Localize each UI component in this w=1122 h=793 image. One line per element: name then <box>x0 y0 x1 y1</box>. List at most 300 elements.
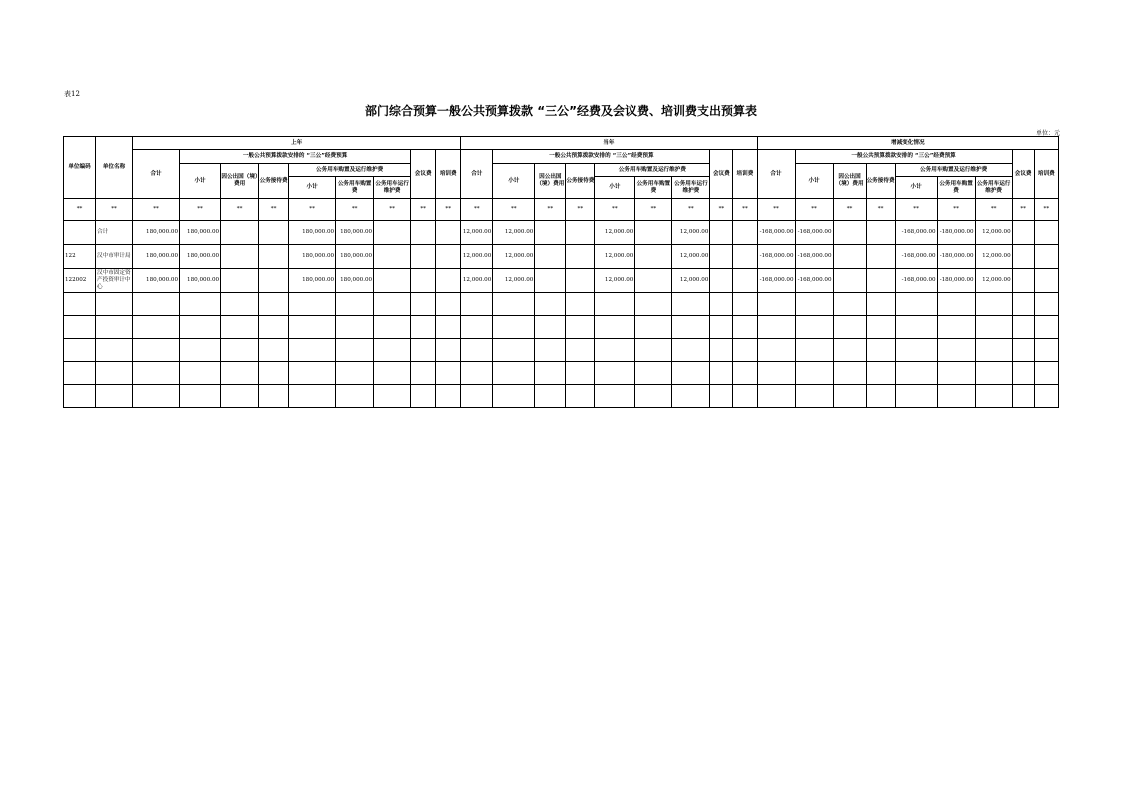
header-curr-subtotal: 小计 <box>493 164 535 199</box>
empty-cell <box>461 316 493 339</box>
change-value-cell <box>1034 269 1058 293</box>
budget-table <box>63 136 1059 408</box>
star-cell: ** <box>975 199 1012 221</box>
header-curr-year: 当年 <box>461 137 757 150</box>
star-cell: ** <box>436 199 461 221</box>
empty-cell <box>595 339 635 362</box>
change-value-cell <box>866 245 895 269</box>
unit-code-cell <box>64 221 96 245</box>
prev-value-cell <box>221 221 259 245</box>
change-value-cell <box>1034 245 1058 269</box>
prev-value-cell <box>259 269 289 293</box>
empty-cell <box>710 385 733 408</box>
empty-cell <box>133 362 180 385</box>
empty-cell <box>374 293 411 316</box>
change-value-cell: -168,000.00 <box>795 269 833 293</box>
curr-value-cell <box>733 245 757 269</box>
prev-value-cell: 180,000.00 <box>180 221 221 245</box>
prev-value-cell <box>411 245 436 269</box>
prev-value-cell <box>436 269 461 293</box>
curr-value-cell <box>535 245 566 269</box>
header-change: 增减变化情况 <box>757 137 1058 150</box>
header-prev-subtotal: 小计 <box>180 164 221 199</box>
empty-cell <box>710 362 733 385</box>
prev-value-cell: 180,000.00 <box>133 245 180 269</box>
curr-value-cell <box>566 245 595 269</box>
change-value-cell: -180,000.00 <box>937 221 975 245</box>
empty-cell <box>937 339 975 362</box>
empty-cell <box>733 339 757 362</box>
change-value-cell: -168,000.00 <box>757 245 795 269</box>
unit-name-cell: 汉中市审计局 <box>96 245 133 269</box>
header-prev-abroad: 因公出国（境）费用 <box>221 164 259 199</box>
change-value-cell: -168,000.00 <box>795 245 833 269</box>
empty-cell <box>336 339 374 362</box>
empty-cell <box>411 339 436 362</box>
empty-cell <box>221 385 259 408</box>
star-cell: ** <box>1034 199 1058 221</box>
header-change-vehicle-operation: 公务用车运行维护费 <box>975 177 1012 199</box>
empty-cell <box>64 385 96 408</box>
empty-cell <box>374 339 411 362</box>
empty-cell <box>895 316 937 339</box>
empty-cell <box>566 339 595 362</box>
header-change-vehicle-subtotal: 小计 <box>895 177 937 199</box>
curr-value-cell <box>635 221 672 245</box>
form-number: 表12 <box>64 90 80 98</box>
header-curr-training: 培训费 <box>733 150 757 199</box>
empty-cell <box>1034 385 1058 408</box>
empty-cell <box>866 339 895 362</box>
header-curr-reception: 公务接待费 <box>566 164 595 199</box>
curr-value-cell <box>733 269 757 293</box>
empty-cell <box>96 362 133 385</box>
empty-cell <box>635 385 672 408</box>
empty-cell <box>710 339 733 362</box>
star-cell: ** <box>535 199 566 221</box>
prev-value-cell: 180,000.00 <box>336 245 374 269</box>
empty-cell <box>635 293 672 316</box>
curr-value-cell: 12,000.00 <box>595 245 635 269</box>
empty-cell <box>895 362 937 385</box>
empty-cell <box>635 362 672 385</box>
unit-label: 单位：元 <box>1035 130 1060 137</box>
prev-value-cell <box>259 221 289 245</box>
empty-cell <box>461 385 493 408</box>
header-prev-year: 上年 <box>133 137 461 150</box>
curr-value-cell: 12,000.00 <box>672 269 710 293</box>
empty-cell <box>96 385 133 408</box>
empty-cell <box>259 316 289 339</box>
empty-cell <box>895 385 937 408</box>
empty-cell <box>866 316 895 339</box>
prev-value-cell: 180,000.00 <box>180 269 221 293</box>
empty-cell <box>937 362 975 385</box>
header-curr-abroad: 因公出国（境）费用 <box>535 164 566 199</box>
empty-cell <box>180 293 221 316</box>
empty-cell <box>289 385 336 408</box>
empty-cell <box>180 362 221 385</box>
empty-cell <box>1034 293 1058 316</box>
empty-cell <box>411 316 436 339</box>
empty-cell <box>64 362 96 385</box>
star-cell: ** <box>1012 199 1034 221</box>
star-cell: ** <box>795 199 833 221</box>
prev-value-cell: 180,000.00 <box>336 269 374 293</box>
star-cell: ** <box>411 199 436 221</box>
empty-cell <box>672 293 710 316</box>
curr-value-cell <box>535 269 566 293</box>
header-prev-vehicle-subtotal: 小计 <box>289 177 336 199</box>
empty-cell <box>1034 339 1058 362</box>
star-cell: ** <box>866 199 895 221</box>
header-unit-name: 单位名称 <box>96 137 133 199</box>
empty-cell <box>411 385 436 408</box>
curr-value-cell: 12,000.00 <box>493 269 535 293</box>
prev-value-cell <box>374 221 411 245</box>
prev-value-cell <box>411 221 436 245</box>
empty-cell <box>289 316 336 339</box>
empty-cell <box>535 293 566 316</box>
header-change-total: 合计 <box>757 150 795 199</box>
curr-value-cell: 12,000.00 <box>672 245 710 269</box>
star-cell: ** <box>336 199 374 221</box>
empty-cell <box>289 293 336 316</box>
empty-cell <box>833 362 866 385</box>
star-cell: ** <box>461 199 493 221</box>
empty-cell <box>757 362 795 385</box>
star-cell: ** <box>133 199 180 221</box>
empty-cell <box>710 293 733 316</box>
curr-value-cell <box>635 245 672 269</box>
empty-cell <box>672 362 710 385</box>
prev-value-cell <box>374 245 411 269</box>
star-cell: ** <box>259 199 289 221</box>
empty-cell <box>635 316 672 339</box>
curr-value-cell <box>535 221 566 245</box>
table-row <box>64 221 1059 245</box>
curr-value-cell: 12,000.00 <box>595 269 635 293</box>
empty-cell <box>259 339 289 362</box>
curr-value-cell: 12,000.00 <box>493 221 535 245</box>
change-value-cell: -168,000.00 <box>795 221 833 245</box>
empty-cell <box>493 339 535 362</box>
empty-cell <box>493 385 535 408</box>
header-change-subtotal: 小计 <box>795 164 833 199</box>
empty-cell <box>595 385 635 408</box>
prev-value-cell <box>221 245 259 269</box>
empty-cell <box>566 316 595 339</box>
change-value-cell: -168,000.00 <box>757 221 795 245</box>
empty-cell <box>975 316 1012 339</box>
header-prev-vehicle-operation: 公务用车运行维护费 <box>374 177 411 199</box>
empty-cell <box>833 339 866 362</box>
empty-cell <box>259 293 289 316</box>
curr-value-cell <box>566 269 595 293</box>
star-cell: ** <box>895 199 937 221</box>
prev-value-cell: 180,000.00 <box>289 221 336 245</box>
empty-cell <box>64 293 96 316</box>
page-title: 部门综合预算一般公共预算拨款 “三公”经费及会议费、培训费支出预算表 <box>365 104 757 118</box>
empty-cell <box>221 316 259 339</box>
empty-cell <box>595 293 635 316</box>
header-curr-sangong: 一般公共预算拨款安排的 “三公”经费预算 <box>493 150 710 164</box>
empty-cell <box>64 316 96 339</box>
empty-cell <box>795 339 833 362</box>
header-prev-training: 培训费 <box>436 150 461 199</box>
star-cell: ** <box>937 199 975 221</box>
curr-value-cell <box>566 221 595 245</box>
unit-name-cell: 汉中市固定资产投资审计中心 <box>96 269 133 293</box>
star-cell: ** <box>757 199 795 221</box>
empty-cell <box>595 362 635 385</box>
empty-cell <box>180 385 221 408</box>
empty-cell <box>710 316 733 339</box>
header-change-reception: 公务接待费 <box>866 164 895 199</box>
empty-cell <box>833 316 866 339</box>
empty-cell <box>461 339 493 362</box>
empty-cell <box>937 385 975 408</box>
header-prev-sangong: 一般公共预算拨款安排的 “三公”经费预算 <box>180 150 411 164</box>
change-value-cell: -180,000.00 <box>937 269 975 293</box>
header-change-sangong: 一般公共预算拨款安排的 “三公”经费预算 <box>795 150 1012 164</box>
empty-cell <box>535 339 566 362</box>
curr-value-cell <box>710 221 733 245</box>
empty-cell <box>1034 362 1058 385</box>
header-unit-code: 单位编码 <box>64 137 96 199</box>
empty-cell <box>975 385 1012 408</box>
table-body <box>64 199 1059 408</box>
prev-value-cell: 180,000.00 <box>133 269 180 293</box>
curr-value-cell: 12,000.00 <box>672 221 710 245</box>
empty-cell <box>336 293 374 316</box>
empty-cell <box>436 385 461 408</box>
star-cell: ** <box>289 199 336 221</box>
change-value-cell <box>1012 245 1034 269</box>
empty-cell <box>289 362 336 385</box>
star-cell: ** <box>710 199 733 221</box>
empty-cell <box>672 339 710 362</box>
empty-cell <box>374 316 411 339</box>
empty-cell <box>493 316 535 339</box>
empty-cell <box>795 316 833 339</box>
empty-cell <box>866 293 895 316</box>
star-cell: ** <box>672 199 710 221</box>
change-value-cell <box>866 269 895 293</box>
empty-cell <box>795 385 833 408</box>
empty-cell <box>96 316 133 339</box>
empty-cell <box>595 316 635 339</box>
empty-cell <box>336 385 374 408</box>
change-value-cell: -168,000.00 <box>895 269 937 293</box>
empty-cell <box>895 293 937 316</box>
empty-cell <box>795 293 833 316</box>
header-prev-total: 合计 <box>133 150 180 199</box>
change-value-cell: 12,000.00 <box>975 269 1012 293</box>
empty-cell <box>289 339 336 362</box>
empty-cell <box>1012 339 1034 362</box>
empty-cell <box>757 385 795 408</box>
curr-value-cell: 12,000.00 <box>461 245 493 269</box>
empty-cell <box>461 293 493 316</box>
empty-cell <box>566 385 595 408</box>
curr-value-cell <box>710 245 733 269</box>
empty-cell <box>1012 293 1034 316</box>
curr-value-cell: 12,000.00 <box>595 221 635 245</box>
empty-cell <box>221 339 259 362</box>
change-value-cell: -180,000.00 <box>937 245 975 269</box>
header-prev-vehicle-purchase: 公务用车购置费 <box>336 177 374 199</box>
empty-cell <box>436 339 461 362</box>
prev-value-cell: 180,000.00 <box>289 245 336 269</box>
empty-cell <box>436 362 461 385</box>
change-value-cell <box>833 269 866 293</box>
empty-cell <box>866 362 895 385</box>
star-row <box>64 199 1059 221</box>
star-cell: ** <box>64 199 96 221</box>
change-value-cell <box>1012 221 1034 245</box>
empty-row <box>64 362 1059 385</box>
empty-cell <box>895 339 937 362</box>
empty-cell <box>937 293 975 316</box>
change-value-cell: 12,000.00 <box>975 221 1012 245</box>
empty-cell <box>975 362 1012 385</box>
star-cell: ** <box>833 199 866 221</box>
change-value-cell <box>1012 269 1034 293</box>
change-value-cell: 12,000.00 <box>975 245 1012 269</box>
empty-cell <box>96 339 133 362</box>
empty-cell <box>180 316 221 339</box>
empty-cell <box>493 362 535 385</box>
empty-cell <box>133 385 180 408</box>
change-value-cell <box>833 221 866 245</box>
empty-cell <box>133 339 180 362</box>
empty-cell <box>221 362 259 385</box>
curr-value-cell <box>635 269 672 293</box>
empty-cell <box>733 385 757 408</box>
prev-value-cell: 180,000.00 <box>133 221 180 245</box>
empty-cell <box>757 293 795 316</box>
curr-value-cell <box>710 269 733 293</box>
change-value-cell: -168,000.00 <box>757 269 795 293</box>
empty-cell <box>535 385 566 408</box>
star-cell: ** <box>595 199 635 221</box>
empty-cell <box>975 293 1012 316</box>
change-value-cell <box>1034 221 1058 245</box>
empty-cell <box>259 362 289 385</box>
empty-cell <box>1012 362 1034 385</box>
empty-cell <box>374 362 411 385</box>
header-curr-vehicle-subtotal: 小计 <box>595 177 635 199</box>
empty-cell <box>493 293 535 316</box>
empty-cell <box>436 316 461 339</box>
empty-cell <box>64 339 96 362</box>
prev-value-cell <box>436 245 461 269</box>
empty-cell <box>833 385 866 408</box>
empty-cell <box>833 293 866 316</box>
star-cell: ** <box>733 199 757 221</box>
header-change-abroad: 因公出国（境）费用 <box>833 164 866 199</box>
star-cell: ** <box>221 199 259 221</box>
empty-cell <box>436 293 461 316</box>
header-curr-vehicle: 公务用车购置及运行维护费 <box>595 164 710 177</box>
star-cell: ** <box>493 199 535 221</box>
empty-cell <box>757 316 795 339</box>
empty-cell <box>757 339 795 362</box>
empty-cell <box>795 362 833 385</box>
empty-cell <box>733 362 757 385</box>
empty-cell <box>535 316 566 339</box>
empty-cell <box>672 385 710 408</box>
empty-cell <box>672 316 710 339</box>
empty-row <box>64 385 1059 408</box>
star-cell: ** <box>96 199 133 221</box>
prev-value-cell <box>436 221 461 245</box>
header-prev-vehicle: 公务用车购置及运行维护费 <box>289 164 411 177</box>
empty-cell <box>336 362 374 385</box>
empty-cell <box>937 316 975 339</box>
header-curr-total: 合计 <box>461 150 493 199</box>
empty-cell <box>733 316 757 339</box>
empty-cell <box>566 362 595 385</box>
star-cell: ** <box>180 199 221 221</box>
empty-cell <box>866 385 895 408</box>
header-change-vehicle-purchase: 公务用车购置费 <box>937 177 975 199</box>
empty-cell <box>374 385 411 408</box>
empty-cell <box>1012 385 1034 408</box>
empty-row <box>64 339 1059 362</box>
curr-value-cell: 12,000.00 <box>493 245 535 269</box>
prev-value-cell: 180,000.00 <box>289 269 336 293</box>
header-prev-reception: 公务接待费 <box>259 164 289 199</box>
empty-cell <box>535 362 566 385</box>
prev-value-cell: 180,000.00 <box>180 245 221 269</box>
empty-cell <box>411 362 436 385</box>
unit-name-cell: 合计 <box>96 221 133 245</box>
empty-cell <box>259 385 289 408</box>
change-value-cell <box>833 245 866 269</box>
empty-cell <box>1012 316 1034 339</box>
empty-cell <box>975 339 1012 362</box>
unit-code-cell: 122002 <box>64 269 96 293</box>
empty-cell <box>461 362 493 385</box>
curr-value-cell <box>733 221 757 245</box>
empty-cell <box>733 293 757 316</box>
change-value-cell: -168,000.00 <box>895 245 937 269</box>
change-value-cell <box>866 221 895 245</box>
empty-cell <box>411 293 436 316</box>
empty-cell <box>566 293 595 316</box>
header-curr-meeting: 会议费 <box>710 150 733 199</box>
empty-cell <box>96 293 133 316</box>
header-change-training: 培训费 <box>1034 150 1058 199</box>
star-cell: ** <box>374 199 411 221</box>
prev-value-cell <box>221 269 259 293</box>
empty-cell <box>133 316 180 339</box>
header-change-vehicle: 公务用车购置及运行维护费 <box>895 164 1012 177</box>
change-value-cell: -168,000.00 <box>895 221 937 245</box>
header-curr-vehicle-operation: 公务用车运行维护费 <box>672 177 710 199</box>
empty-cell <box>1034 316 1058 339</box>
header-prev-meeting: 会议费 <box>411 150 436 199</box>
empty-cell <box>180 339 221 362</box>
header-curr-vehicle-purchase: 公务用车购置费 <box>635 177 672 199</box>
table-row <box>64 269 1059 293</box>
table-row <box>64 245 1059 269</box>
empty-row <box>64 316 1059 339</box>
prev-value-cell <box>259 245 289 269</box>
prev-value-cell <box>411 269 436 293</box>
